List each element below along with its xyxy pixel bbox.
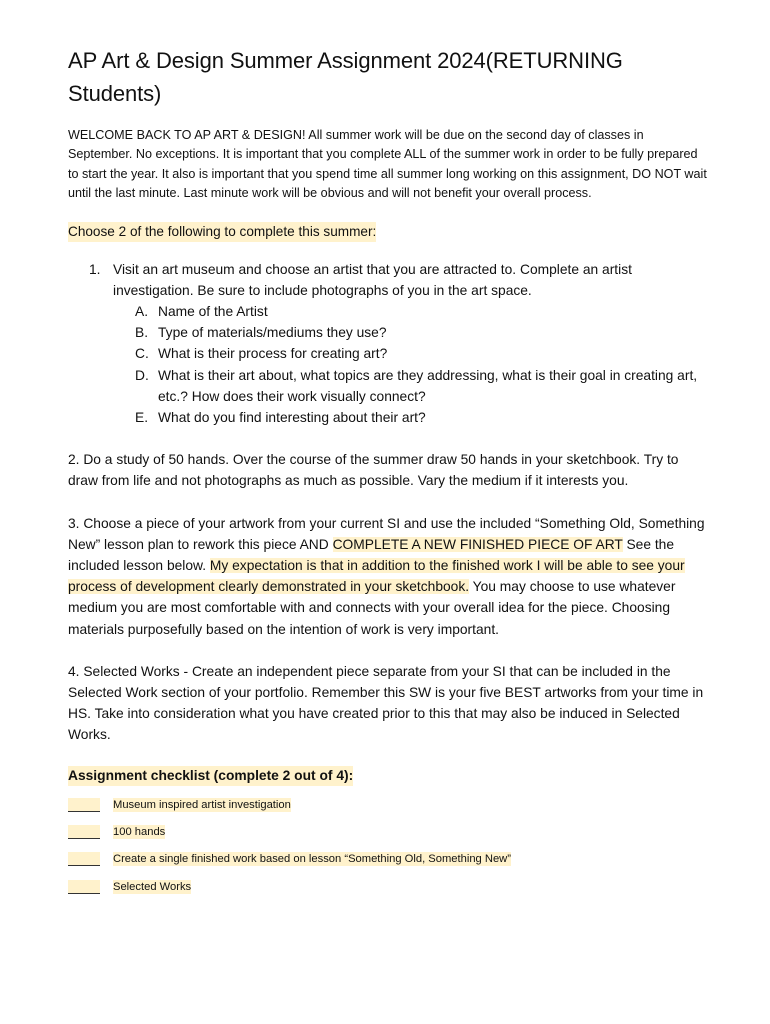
checklist-item-label: Museum inspired artist investigation — [113, 798, 291, 811]
checkbox-blank-line[interactable] — [68, 825, 100, 839]
sub-item-text: What is their process for creating art? — [158, 346, 388, 362]
option-3-text-part1: 3. Choose a piece of your artwork from your current SI and use the included “Something Old, Something New” lesson plan to rework this piece AND — [68, 515, 705, 552]
option-3-paragraph — [68, 513, 708, 640]
sub-item-letter: C. — [135, 346, 149, 362]
checklist-item-label: Selected Works — [113, 880, 192, 893]
checklist — [68, 798, 708, 908]
sub-item-b — [113, 322, 708, 343]
sub-item-d — [113, 365, 708, 407]
option-4-paragraph: 4. Selected Works - Create an independent piece separate from your SI that can be included in the Selected Work section of your portfolio. Remember this SW is your five BEST artworks from your time in HS. Take into consideration what you have created prior to this that may also be induced in Selected Works. — [68, 663, 704, 743]
sub-item-text: Name of the Artist — [158, 304, 268, 320]
checklist-heading: Assignment checklist (complete 2 out of 4): — [68, 766, 353, 786]
sub-item-text: Type of materials/mediums they use? — [158, 325, 387, 341]
document-title: AP Art & Design Summer Assignment 2024(RETURNING Students) — [68, 48, 623, 106]
sub-item-letter: D. — [135, 367, 149, 383]
option-1 — [68, 259, 708, 429]
choose-heading: Choose 2 of the following to complete this summer: — [68, 222, 376, 242]
option-list — [68, 259, 708, 429]
checklist-item-label: 100 hands — [113, 826, 166, 839]
option-3-text-part2: See the included lesson below. — [68, 536, 675, 574]
checkbox-blank-line[interactable] — [68, 798, 100, 812]
checkbox-blank-line[interactable] — [68, 852, 100, 866]
checklist-item — [68, 852, 708, 879]
checklist-item — [68, 825, 708, 852]
sub-item-letter: B. — [135, 325, 149, 341]
sub-item-letter: A. — [135, 304, 149, 320]
option-1-number: 1. — [89, 261, 101, 277]
option-1-sublist — [113, 301, 708, 428]
sub-item-text: What do you find interesting about their art? — [158, 410, 426, 426]
checklist-item-label: Create a single finished work based on lesson “Something Old, Something New” — [113, 853, 511, 866]
sub-item-e — [113, 407, 708, 428]
option-3-highlight-expectation: My expectation is that in addition to the finished work I will be able to see your process of development clearly demonstrated in your sketchbook. — [68, 558, 685, 595]
option-1-text: Visit an art museum and choose an artist that you are attracted to. Complete an artist investigation. Be sure to include photographs of you in the art space. — [113, 261, 632, 298]
checklist-item — [68, 798, 708, 825]
sub-item-text: What is their art about, what topics are they addressing, what is their goal in creating art, etc.? How does their work visually connect? — [158, 367, 698, 404]
checkbox-blank-line[interactable] — [68, 880, 100, 894]
sub-item-a — [113, 301, 708, 322]
document-page — [68, 44, 708, 907]
option-3-highlight-finished-piece: COMPLETE A NEW FINISHED PIECE OF ART — [332, 536, 623, 552]
sub-item-c — [113, 343, 708, 364]
checklist-item — [68, 880, 708, 907]
option-3-text-part3: You may choose to use whatever medium you are most comfortable with and connects with your overall idea for the piece. Choosing materials purposefully based on the intention of work is very important. — [68, 579, 676, 637]
sub-item-letter: E. — [135, 410, 149, 426]
option-2-paragraph: 2. Do a study of 50 hands. Over the course of the summer draw 50 hands in your sketchbook. Try to draw from life and not photographs as much as possible. Vary the medium if it interests you. — [68, 452, 679, 489]
intro-paragraph: WELCOME BACK TO AP ART & DESIGN! All summer work will be due on the second day of classes in September. No exceptions. It is important that you complete ALL of the summer work in order to be fully prepared to start the year. It also is important that you spend time all summer long working on this assignment, DO NOT wait until the last minute. Last minute work will be obvious and will not benefit your overall process. — [68, 128, 707, 201]
